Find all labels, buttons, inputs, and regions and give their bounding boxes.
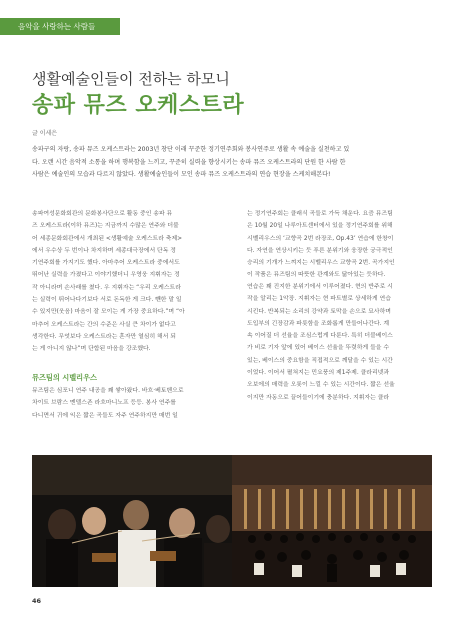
body-line: 기연주회를 가지기도 했다. 아마추어 오케스트라 중에서도 — [32, 260, 180, 267]
body-line: 작 아니라며 손사래를 쳤다. 우 지휘자는 “우리 오케스트라 — [32, 284, 181, 291]
body-column-left-bottom — [32, 385, 215, 422]
body-line: 다니면서 귀에 익은 짧은 곡들도 자주 연주하지만 매번 일 — [32, 412, 178, 419]
body-line: 시킨다. 반복되는 소리의 강약과 토막을 손으로 묘사하며 — [247, 308, 391, 315]
page-number: 46 — [32, 597, 42, 605]
body-line: 오보에의 매력을 오롯이 느낄 수 있는 시간이다. 짧은 선율 — [247, 382, 395, 389]
lead-line: 다. 오랜 시간 음악적 소통을 하며 행복함을 느끼고, 꾸준히 실력을 향상시키는 송파 뮤즈 오케스트라의 단원 한 사람 한 — [32, 158, 346, 166]
article-kicker: 생활예술인들이 전하는 하모니 — [32, 70, 230, 88]
body-line: 다. 자연을 연상시키는 듯 푸른 분위기와 웅장한 궁극적인 — [247, 247, 393, 254]
body-line: 연습은 꽤 진지한 분위기에서 이루어졌다. 현의 반주로 시 — [247, 284, 393, 290]
body-line: 은 10월 20일 나루아트센터에서 있을 정기연주회를 위해 — [247, 223, 393, 230]
body-line: 마추어 오케스트라는 간의 수준은 사실 큰 차이가 없다고 — [32, 321, 176, 328]
body-line: 이 작품은 뮤즈팀의 따뜻한 관계와도 닮아있는 듯하다. — [247, 272, 386, 279]
section-tag: 음악을 사랑하는 사람들 — [0, 18, 120, 35]
rehearsal-violin-section-photo — [32, 455, 232, 587]
rehearsal-photo-graphic — [32, 455, 232, 587]
body-line: 속 이어질 더 선율을 조심스럽게 다룬다. 특히 더블베이스 — [247, 333, 393, 340]
body-column-right-bottom — [247, 281, 430, 404]
body-column-right — [247, 208, 430, 282]
orchestra-photo-graphic — [232, 455, 432, 587]
body-line: 송파여성문화회관의 문화봉사단으로 활동 중인 송파 뮤 — [32, 211, 173, 217]
body-line: 이었다. 이어서 펼쳐지는 민요풍의 제1주제. 클라리넷과 — [247, 370, 390, 377]
article-title: 송파 뮤즈 오케스트라 — [32, 93, 245, 118]
body-line: 생각한다. 무엇보다 오케스트라는 혼자만 열심히 해서 되 — [32, 333, 176, 340]
body-line: 에서 우수상 두 번이나 차지하며 세종대극장에서 단독 정 — [32, 247, 176, 254]
lead-line: 송파구의 자랑, 송파 뮤즈 오케스트라는 2003년 창단 이래 꾸준한 정기연주회와 봉사연주로 생활 속 예술을 실천하고 있 — [32, 146, 350, 153]
body-line: 즈 오케스트라(이하 뮤즈)는 지금까지 수많은 연주와 더불 — [32, 223, 179, 230]
body-line: 는 게 아니지 않나”며 단합된 마음을 강조했다. — [32, 346, 151, 353]
body-line: 뛰어난 실력을 가졌다고 이야기했더니 우영웅 지휘자는 정 — [32, 272, 180, 279]
article-lead — [32, 144, 432, 182]
body-line: 수 있지만(웃음) 마음이 잘 모이는 게 가장 중요하다.”며 “아 — [32, 309, 185, 316]
article-byline: 글 이세은 — [32, 130, 58, 137]
body-line: 승리의 기개가 느껴지는 시벨리우스 교향곡 2번. 곡가지인 — [247, 260, 395, 267]
body-line: 도입부의 긴장감과 파릇함을 조화롭게 만들어나간다. 계 — [247, 320, 390, 327]
body-line: 는 정기연주회는 클래식 곡들로 가득 채운다. 요즘 뮤즈팀 — [247, 211, 393, 217]
body-line: 있는, 베이스의 중요함을 직접적으로 깨달을 수 있는 시간 — [247, 357, 393, 364]
orchestra-stage-photo — [232, 455, 432, 587]
body-line: 는 실력이 뛰어나다기보다 서로 돈독한 게 크다. 뺀한 말 일 — [32, 297, 182, 304]
lead-line: 사람은 예술인의 모습과 다르지 않았다. 생활예술인들이 모인 송파 뮤즈 오케스트라의 연습 현장을 스케치해본다! — [32, 171, 331, 179]
body-line: 뮤즈팀은 심포니 연주 내공을 꽤 쌓아왔다. 바흐·베토벤으로 — [32, 388, 184, 394]
body-line: 차이트 브람스 멘델스존 라흐마니노프 등등. 봉사 연주를 — [32, 400, 176, 407]
body-line: 시벨리우스의 ‘교향곡 2번 라장조, Op.43’ 연습에 한창이 — [247, 235, 394, 242]
body-column-left — [32, 208, 215, 356]
body-line: 가 비로 기자 앞에 있어 베이스 선율을 뚜렷하게 들을 수 — [247, 345, 390, 352]
body-line: 작을 알리는 1악장. 지휘자는 현 파트별로 상세하게 연습 — [247, 296, 391, 303]
body-line: 이지만 자동으로 끌어들이기에 충분하다. 지휘자는 클라 — [247, 394, 390, 401]
body-line: 어 세종문화회관에서 개최된 <생활예술 오케스트라 축제> — [32, 235, 183, 242]
article-subhead: 뮤즈팀의 시벨리우스 — [32, 373, 97, 382]
